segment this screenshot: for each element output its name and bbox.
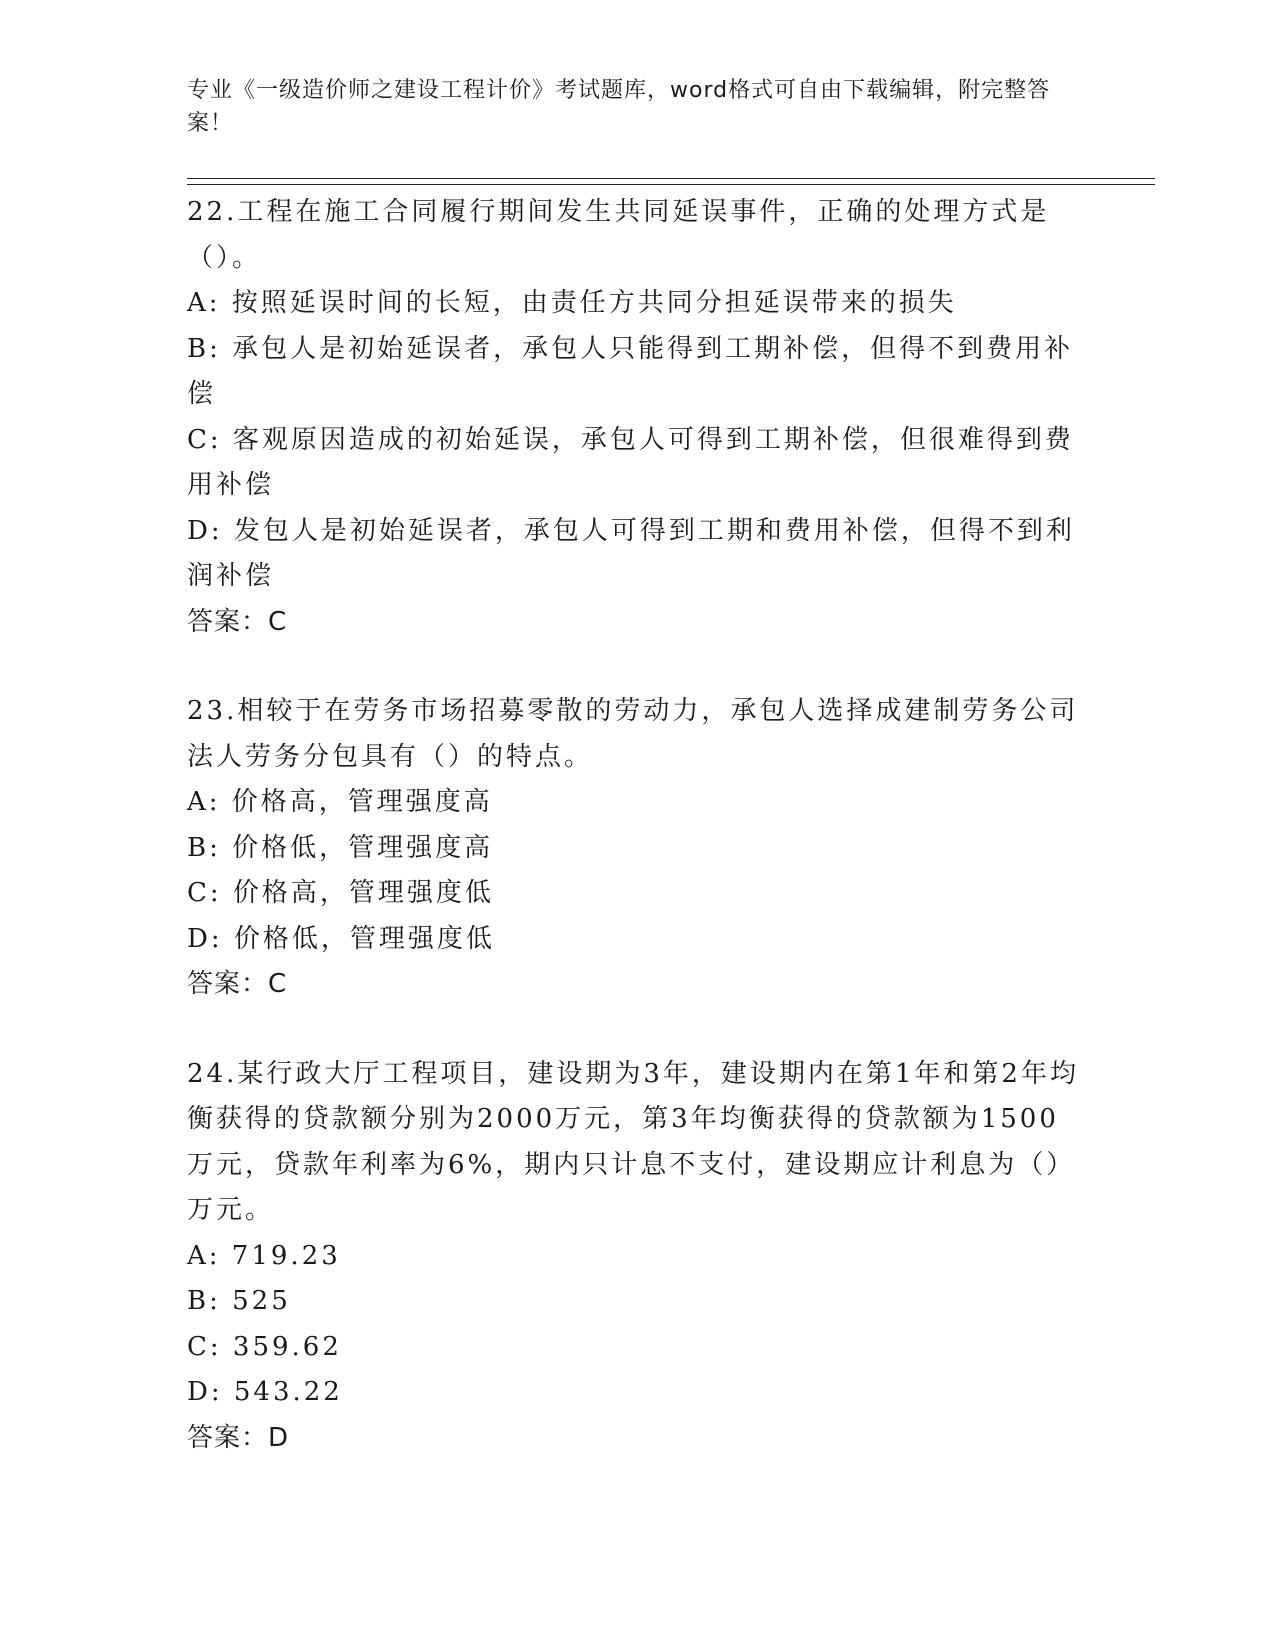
answer: 答案：C [187, 969, 288, 999]
option-c: C: 价格高，管理强度低 [187, 878, 494, 908]
option-b: B: 525 [187, 1286, 291, 1316]
question-stem: 23.相较于在劳务市场招募零散的劳动力，承包人选择成建制劳务公司法人劳务分包具有（）的特点。 [187, 696, 1079, 772]
question-24 [187, 1052, 1087, 1462]
header-rule-top [187, 178, 1155, 179]
option-d: D: 价格低，管理强度低 [187, 923, 495, 954]
answer: 答案：D [187, 1422, 290, 1453]
option-b: B: 价格低，管理强度高 [187, 832, 494, 863]
option-b: B: 承包人是初始延误者，承包人只能得到工期补偿，但得不到费用补偿 [187, 333, 1074, 409]
option-d: D: 543.22 [187, 1377, 343, 1407]
option-d: D: 发包人是初始延误者，承包人可得到工期和费用补偿，但得不到利润补偿 [187, 515, 1075, 591]
header-rule-bottom [187, 184, 1155, 185]
question-list [187, 190, 1087, 1461]
question-23 [187, 689, 1087, 1008]
document-header: 专业《一级造价师之建设工程计价》考试题库，word格式可自由下载编辑，附完整答案！ [187, 78, 1051, 136]
question-stem: 24.某行政大厅工程项目，建设期为3年，建设期内在第1年和第2年均衡获得的贷款额分别为2000万元，第3年均衡获得的贷款额为1500万元，贷款年利率为6%，期内只计息不支付，建设期应计利息为（）万元。 [187, 1058, 1079, 1225]
question-22 [187, 190, 1087, 645]
answer: 答案：C [187, 606, 288, 637]
option-a: A: 价格高，管理强度高 [187, 787, 493, 817]
option-c: C: 客观原因造成的初始延误，承包人可得到工期补偿，但很难得到费用补偿 [187, 424, 1074, 500]
option-c: C: 359.62 [187, 1331, 342, 1362]
option-a: A: 719.23 [187, 1240, 341, 1271]
question-stem: 22.工程在施工合同履行期间发生共同延误事件，正确的处理方式是（）。 [187, 197, 1050, 273]
option-a: A: 按照延误时间的长短，由责任方共同分担延误带来的损失 [187, 288, 957, 318]
